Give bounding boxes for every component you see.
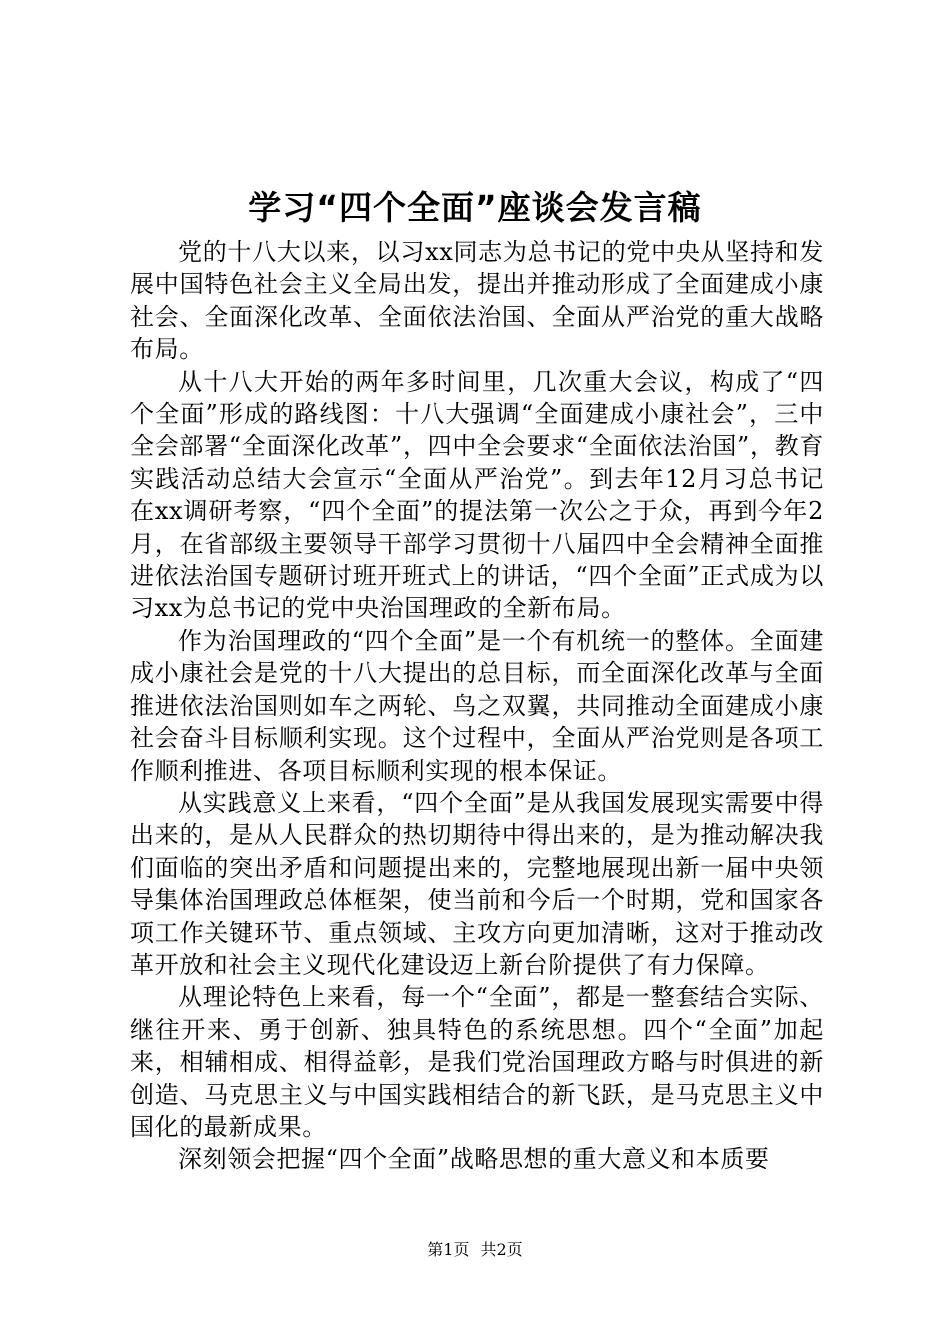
page-total: 共2页 — [480, 1240, 523, 1259]
paragraph: 作为治国理政的“四个全面”是一个有机统一的整体。全面建成小康社会是党的十八大提出的总目标，而全面深化改革与全面推进依法治国则如车之两轮、鸟之双翼，共同推动全面建成小康社会奋斗目标顺利实现。这个过程中，全面从严治党则是各项工作顺利推进、各项目标顺利实现的根本保证。 — [130, 626, 824, 785]
paragraph: 从实践意义上来看，“四个全面”是从我国发展现实需要中得出来的，是从人民群众的热切期待中得出来的，是为推动解决我们面临的突出矛盾和问题提出来的，完整地展现出新一届中央领导集体治国理政总体框架，使当前和今后一个时期，党和国家各项工作关键环节、重点领域、主攻方向更加清晰，这对于推动改革开放和社会主义现代化建设迈上新台阶提供了有力保障。 — [130, 788, 824, 979]
paragraph: 从理论特色上来看，每一个“全面”，都是一整套结合实际、继往开来、勇于创新、独具特色的系统思想。四个“全面”加起来，相辅相成、相得益彰，是我们党治国理政方略与时俱进的新创造、马克思主义与中国实践相结合的新飞跃，是马克思主义中国化的最新成果。 — [130, 983, 824, 1141]
paragraph: 党的十八大以来，以习xx同志为总书记的党中央从坚持和发展中国特色社会主义全局出发，提出并推动形成了全面建成小康社会、全面深化改革、全面依法治国、全面从严治党的重大战略布局。 — [130, 238, 824, 364]
document-title: 学习“四个全面”座谈会发言稿 — [248, 188, 702, 227]
document-body — [130, 236, 824, 1176]
page-number: 第1页 — [427, 1240, 470, 1259]
paragraph: 从十八大开始的两年多时间里，几次重大会议，构成了“四个全面”形成的路线图：十八大强调“全面建成小康社会”，三中全会部署“全面深化改革”，四中全会要求“全面依法治国”，教育实践活动总结大会宣示“全面从严治党”。到去年12月习总书记在xx调研考察，“四个全面”的提法第一次公之于众，再到今年2月，在省部级主要领导干部学习贯彻十八届四中全会精神全面推进依法治国专题研讨班开班式上的讲话，“四个全面”正式成为以习xx为总书记的党中央治国理政的全新布局。 — [130, 367, 824, 623]
paragraph: 深刻领会把握“四个全面”战略思想的重大意义和本质要 — [178, 1145, 770, 1174]
page-footer — [0, 1240, 950, 1260]
